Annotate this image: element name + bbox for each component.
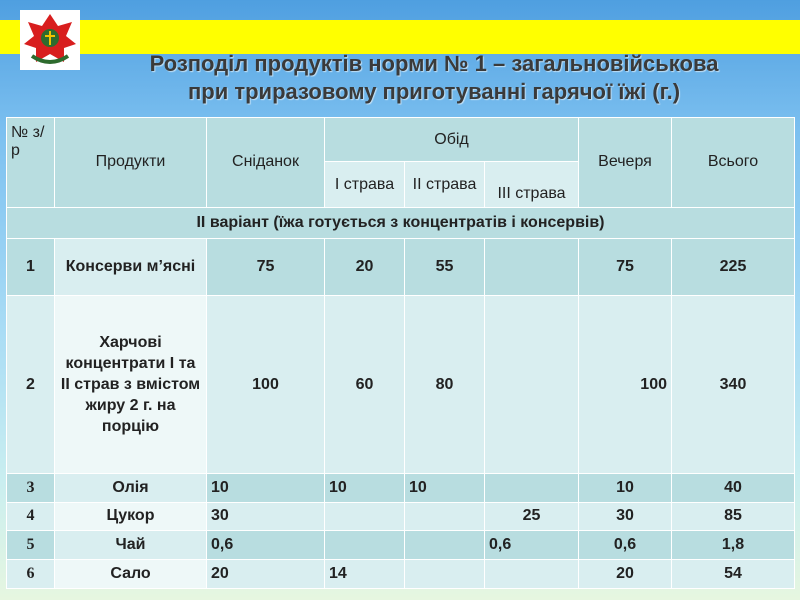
products-table — [6, 117, 795, 589]
row-course-2 — [405, 502, 485, 531]
row-course-3: 0,6 — [485, 531, 579, 560]
row-num: 5 — [7, 531, 55, 560]
yellow-banner — [0, 20, 800, 54]
row-course-2 — [405, 560, 485, 589]
title-line-1: Розподіл продуктів норми № 1 – загальновійськова — [149, 51, 719, 76]
header-course-3: III страва — [485, 162, 579, 207]
row-dinner: 30 — [579, 502, 672, 531]
row-product: Харчові концентрати I та II страв з вмістом жиру 2 г. на порцію — [55, 296, 207, 473]
row-product: Цукор — [55, 502, 207, 531]
row-course-3 — [485, 560, 579, 589]
row-product: Консерви м’ясні — [55, 238, 207, 296]
row-total: 225 — [672, 238, 795, 296]
row-total: 1,8 — [672, 531, 795, 560]
table-row — [7, 238, 795, 296]
row-breakfast: 0,6 — [207, 531, 325, 560]
row-course-2: 80 — [405, 296, 485, 473]
row-course-2: 55 — [405, 238, 485, 296]
header-course-1: I страва — [325, 162, 405, 207]
row-course-2: 10 — [405, 473, 485, 502]
header-dinner: Вечеря — [579, 118, 672, 208]
table-row — [7, 296, 795, 473]
row-breakfast: 75 — [207, 238, 325, 296]
row-num: 4 — [7, 502, 55, 531]
table-row — [7, 502, 795, 531]
row-product: Чай — [55, 531, 207, 560]
row-course-3 — [485, 473, 579, 502]
row-product: Сало — [55, 560, 207, 589]
row-num: 6 — [7, 560, 55, 589]
military-emblem-icon — [20, 10, 80, 70]
row-course-1: 14 — [325, 560, 405, 589]
row-breakfast: 10 — [207, 473, 325, 502]
table-row — [7, 473, 795, 502]
row-total: 54 — [672, 560, 795, 589]
page-title — [74, 50, 794, 106]
row-course-1: 20 — [325, 238, 405, 296]
row-dinner: 20 — [579, 560, 672, 589]
header-total: Всього — [672, 118, 795, 208]
row-dinner: 75 — [579, 238, 672, 296]
row-dinner: 0,6 — [579, 531, 672, 560]
table-row — [7, 560, 795, 589]
row-course-1 — [325, 531, 405, 560]
section-row — [7, 207, 795, 238]
row-num: 1 — [7, 238, 55, 296]
row-dinner: 100 — [579, 296, 672, 473]
title-line-2: при триразовому приготуванні гарячої їжі (г.) — [187, 79, 681, 104]
row-course-1: 10 — [325, 473, 405, 502]
row-breakfast: 30 — [207, 502, 325, 531]
row-total: 85 — [672, 502, 795, 531]
section-label: II варіант (їжа готується з концентратів і консервів) — [7, 207, 795, 238]
row-product: Олія — [55, 473, 207, 502]
row-course-3: 25 — [485, 502, 579, 531]
header-lunch: Обід — [325, 118, 579, 162]
header-product: Продукти — [55, 118, 207, 208]
table-row — [7, 531, 795, 560]
header-breakfast: Сніданок — [207, 118, 325, 208]
row-total: 340 — [672, 296, 795, 473]
row-course-3 — [485, 296, 579, 473]
header-course-2: II страва — [405, 162, 485, 207]
row-total: 40 — [672, 473, 795, 502]
row-dinner: 10 — [579, 473, 672, 502]
row-course-2 — [405, 531, 485, 560]
row-breakfast: 20 — [207, 560, 325, 589]
row-course-1: 60 — [325, 296, 405, 473]
header-row-1 — [7, 118, 795, 162]
row-course-3 — [485, 238, 579, 296]
row-course-1 — [325, 502, 405, 531]
header-num: № з/р — [7, 118, 55, 208]
row-num: 3 — [7, 473, 55, 502]
row-num: 2 — [7, 296, 55, 473]
row-breakfast: 100 — [207, 296, 325, 473]
